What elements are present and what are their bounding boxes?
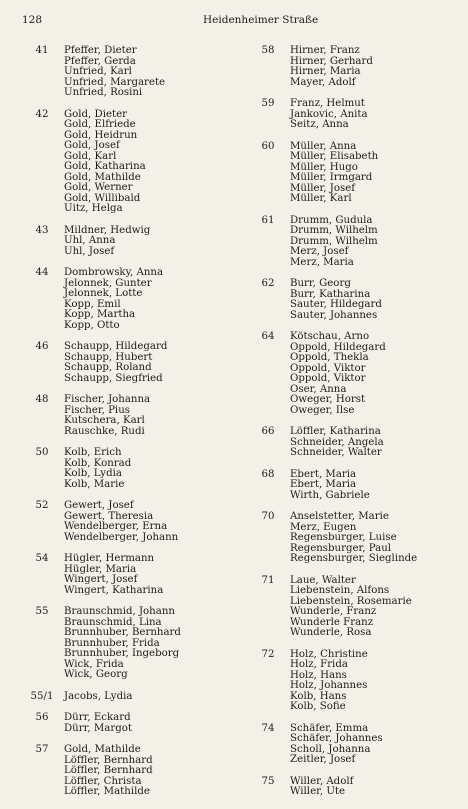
resident-list [64, 395, 232, 437]
page-header [22, 14, 442, 30]
resident-name: Kötschau, Arno [290, 331, 370, 342]
resident-name: Gewert, Josef [64, 500, 134, 511]
house-number: 56 [35, 712, 49, 723]
house-entry [246, 279, 458, 321]
resident-name: Drumm, Wilhelm [290, 225, 378, 236]
house-entry [246, 99, 458, 131]
resident-name: Oser, Anna [290, 383, 347, 395]
resident-name: Schaupp, Roland [64, 362, 152, 373]
resident-name: Gold, Mathilde [64, 744, 141, 755]
page-number: 128 [22, 14, 43, 26]
house-number: 43 [35, 224, 49, 236]
resident-name: Holz, Christine [290, 648, 368, 660]
resident-name: Merz, Josef [290, 246, 349, 257]
resident-name: Müller, Karl [290, 193, 352, 204]
resident-name: Kolb, Konrad [64, 457, 132, 469]
resident-name: Kolb, Erich [64, 447, 122, 458]
house-number: 61 [261, 214, 275, 226]
resident-name: Gold, Mathilde [64, 171, 141, 183]
resident-name: Löffler, Christa [64, 775, 142, 787]
resident-list [64, 268, 232, 331]
resident-name: Holz, Hans [290, 669, 347, 681]
resident-name: Braunschmid, Johann [64, 606, 175, 617]
house-number: 64 [261, 331, 275, 342]
resident-list [64, 342, 232, 384]
house-entry [20, 501, 232, 543]
resident-name: Oweger, Horst [290, 394, 366, 405]
resident-list [290, 99, 458, 131]
street-title: Heidenheimer Straße [203, 14, 319, 26]
house-entry [246, 46, 458, 88]
resident-name: Regensburger, Luise [290, 532, 397, 543]
house-entry [20, 342, 232, 384]
resident-name: Jacobs, Lydia [64, 690, 133, 702]
house-entry [20, 46, 232, 99]
resident-name: Anselstetter, Marie [290, 511, 389, 522]
resident-name: Gold, Karl [64, 150, 117, 162]
resident-name: Holz, Johannes [290, 680, 368, 691]
resident-name: Unfried, Rosini [64, 87, 143, 98]
resident-name: Scholl, Johanna [290, 743, 371, 755]
resident-name: Müller, Hugo [290, 161, 358, 173]
resident-name: Braunschmid, Lina [64, 616, 162, 628]
resident-list [64, 554, 232, 596]
house-entry [246, 332, 458, 416]
resident-name: Schaupp, Siegfried [64, 372, 163, 384]
resident-name: Regensburger, Sieglinde [290, 553, 418, 564]
house-number: 66 [261, 426, 275, 437]
house-number: 57 [35, 744, 49, 755]
resident-list [64, 745, 232, 798]
house-number: 44 [35, 267, 49, 278]
resident-name: Oppold, Thekla [290, 352, 369, 363]
house-number: 41 [35, 45, 49, 56]
house-entry [20, 692, 232, 703]
resident-name: Brunnhuber, Ingeborg [64, 648, 180, 659]
resident-name: Jankovic, Anita [290, 108, 368, 120]
resident-name: Schäfer, Emma [290, 722, 369, 734]
house-entry [20, 713, 232, 734]
house-number: 72 [261, 648, 275, 660]
resident-list [64, 692, 232, 703]
house-entry [246, 216, 458, 269]
resident-name: Wunderle Franz [290, 616, 374, 628]
resident-name: Pfeffer, Dieter [64, 45, 137, 56]
resident-list [64, 448, 232, 490]
house-number: 52 [35, 500, 49, 511]
house-number: 60 [261, 140, 275, 152]
resident-name: Uitz, Helga [64, 203, 123, 214]
resident-name: Ebert, Maria [290, 468, 357, 480]
resident-name: Franz, Helmut [290, 98, 365, 109]
resident-list [290, 576, 458, 639]
resident-name: Löffler, Bernhard [64, 754, 153, 766]
house-entry [20, 448, 232, 490]
house-entry [20, 395, 232, 437]
resident-name: Kutschera, Karl [64, 415, 145, 426]
resident-name: Müller, Anna [290, 140, 357, 152]
resident-list [290, 216, 458, 269]
resident-name: Dürr, Margot [64, 722, 132, 734]
resident-name: Gold, Werner [64, 182, 133, 193]
house-number: 75 [261, 775, 275, 787]
resident-list [290, 427, 458, 459]
house-entry [20, 226, 232, 258]
house-number: 46 [35, 341, 49, 352]
resident-name: Holz, Frida [290, 659, 348, 670]
resident-name: Wingert, Katharina [64, 584, 164, 596]
resident-name: Hügler, Maria [64, 563, 137, 575]
resident-list [290, 332, 458, 416]
house-number: 48 [35, 394, 49, 405]
resident-name: Kopp, Martha [64, 309, 136, 320]
resident-name: Jelonnek, Gunter [64, 277, 152, 289]
house-entry [20, 110, 232, 215]
resident-name: Schaupp, Hildegard [64, 341, 168, 352]
resident-name: Hirner, Franz [290, 45, 360, 56]
resident-name: Müller, Elisabeth [290, 151, 379, 162]
resident-name: Fischer, Johanna [64, 394, 151, 405]
resident-name: Brunnhuber, Bernhard [64, 627, 181, 638]
resident-name: Wick, Frida [64, 658, 124, 670]
resident-name: Löffler, Bernhard [64, 765, 153, 776]
resident-name: Brunnhuber, Frida [64, 637, 160, 649]
house-entry [246, 724, 458, 766]
resident-name: Ebert, Maria [290, 479, 357, 490]
house-number: 42 [35, 108, 49, 120]
left-column [20, 46, 232, 809]
resident-name: Burr, Katharina [290, 288, 371, 300]
house-entry [246, 512, 458, 565]
resident-name: Oweger, Ilse [290, 404, 355, 416]
resident-name: Wick, Georg [64, 669, 128, 680]
resident-name: Kolb, Sofie [290, 701, 346, 712]
house-entry [246, 142, 458, 205]
house-number: 68 [261, 468, 275, 480]
right-column [246, 46, 458, 809]
resident-name: Wendelberger, Johann [64, 531, 179, 543]
resident-name: Mayer, Adolf [290, 76, 356, 88]
resident-name: Merz, Eugen [290, 521, 357, 533]
resident-name: Unfried, Margarete [64, 76, 166, 88]
resident-name: Wunderle, Rosa [290, 627, 372, 638]
resident-list [290, 470, 458, 502]
house-number: 58 [261, 45, 275, 56]
resident-name: Hirner, Maria [290, 66, 361, 77]
resident-name: Regensburger, Paul [290, 542, 392, 554]
house-entry [246, 427, 458, 459]
resident-name: Willer, Adolf [290, 775, 354, 787]
resident-name: Oppold, Hildegard [290, 341, 386, 353]
resident-name: Dombrowsky, Anna [64, 267, 164, 278]
resident-name: Willer, Ute [290, 786, 346, 797]
resident-name: Rauschke, Rudi [64, 425, 145, 437]
resident-list [290, 279, 458, 321]
house-number: 71 [261, 574, 275, 586]
resident-name: Sauter, Johannes [290, 309, 378, 321]
resident-name: Wendelberger, Erna [64, 521, 168, 532]
resident-name: Schneider, Angela [290, 436, 384, 448]
resident-name: Kopp, Otto [64, 319, 120, 331]
house-entry [20, 607, 232, 681]
house-number: 55 [35, 606, 49, 617]
resident-name: Kolb, Lydia [64, 468, 122, 479]
resident-list [290, 46, 458, 88]
resident-name: Löffler, Katharina [290, 426, 381, 437]
resident-name: Seitz, Anna [290, 119, 349, 130]
resident-name: Gold, Josef [64, 140, 120, 151]
resident-name: Drumm, Wilhelm [290, 235, 378, 247]
resident-list [290, 142, 458, 205]
house-number: 55/1 [30, 690, 54, 702]
resident-name: Wunderle, Franz [290, 606, 377, 617]
resident-list [290, 724, 458, 766]
resident-list [64, 607, 232, 681]
resident-name: Kolb, Hans [290, 690, 347, 702]
resident-list [290, 650, 458, 713]
resident-name: Löffler, Mathilde [64, 786, 150, 797]
resident-name: Laue, Walter [290, 574, 356, 586]
house-entry [20, 745, 232, 798]
resident-name: Liebenstein, Rosemarie [290, 595, 412, 607]
resident-name: Dürr, Eckard [64, 712, 131, 723]
resident-list [64, 226, 232, 258]
resident-list [64, 110, 232, 215]
resident-name: Merz, Maria [290, 256, 354, 268]
resident-name: Uhl, Anna [64, 235, 116, 246]
house-entry [246, 777, 458, 798]
resident-name: Sauter, Hildegard [290, 299, 382, 310]
house-entry [20, 268, 232, 331]
resident-name: Müller, Irmgard [290, 172, 373, 183]
resident-name: Kolb, Marie [64, 478, 125, 490]
resident-list [290, 512, 458, 565]
resident-name: Schaupp, Hubert [64, 351, 153, 363]
resident-name: Müller, Josef [290, 182, 356, 194]
resident-name: Wirth, Gabriele [290, 489, 370, 501]
house-number: 74 [261, 722, 275, 734]
resident-name: Fischer, Pius [64, 404, 130, 416]
resident-name: Oppold, Viktor [290, 362, 366, 374]
resident-list [64, 46, 232, 99]
resident-name: Unfried, Karl [64, 66, 132, 77]
house-entry [20, 554, 232, 596]
house-number: 62 [261, 278, 275, 289]
resident-name: Hügler, Hermann [64, 553, 155, 564]
house-entry [246, 576, 458, 639]
resident-name: Mildner, Hedwig [64, 224, 151, 236]
resident-name: Gold, Dieter [64, 108, 127, 120]
house-number: 59 [261, 98, 275, 109]
house-number: 50 [35, 447, 49, 458]
house-number: 54 [35, 553, 49, 564]
resident-list [290, 777, 458, 798]
resident-name: Oppold, Viktor [290, 373, 366, 384]
house-number: 70 [261, 511, 275, 522]
house-entry [246, 470, 458, 502]
resident-name: Gold, Katharina [64, 161, 146, 172]
resident-name: Wingert, Josef [64, 574, 138, 585]
resident-list [64, 501, 232, 543]
resident-name: Burr, Georg [290, 278, 351, 289]
resident-name: Pfeffer, Gerda [64, 55, 136, 67]
resident-list [64, 713, 232, 734]
house-entry [246, 650, 458, 713]
resident-name: Kopp, Emil [64, 298, 121, 310]
resident-name: Liebenstein, Alfons [290, 585, 390, 596]
resident-name: Gewert, Theresia [64, 510, 154, 522]
resident-name: Zeitler, Josef [290, 754, 356, 765]
resident-name: Gold, Elfriede [64, 119, 136, 130]
resident-name: Jelonnek, Lotte [64, 288, 143, 299]
resident-name: Gold, Heidrun [64, 129, 138, 141]
resident-name: Uhl, Josef [64, 245, 115, 257]
resident-name: Hirner, Gerhard [290, 55, 373, 67]
resident-name: Gold, Willibald [64, 192, 141, 204]
resident-name: Drumm, Gudula [290, 214, 373, 226]
resident-name: Schneider, Walter [290, 447, 382, 458]
resident-name: Schäfer, Johannes [290, 733, 383, 744]
